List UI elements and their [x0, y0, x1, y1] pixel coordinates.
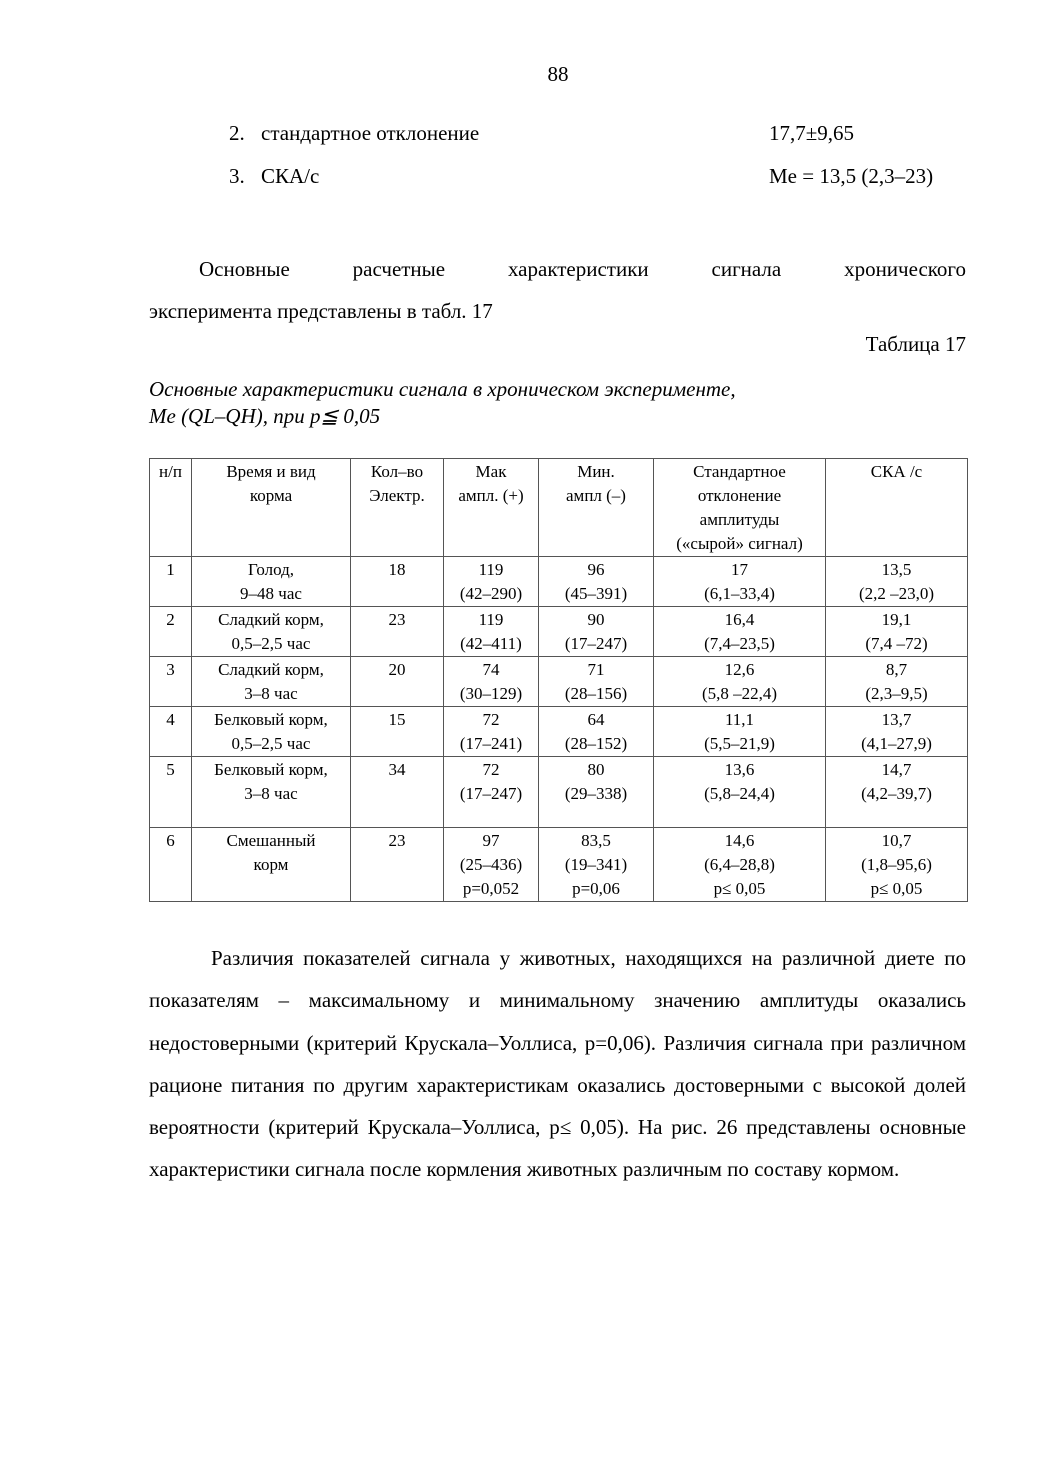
cell-text: p≤ 0,05 [870, 879, 923, 898]
list-item [229, 121, 855, 146]
cell-text: 1 [166, 560, 175, 579]
cell-electrode-count [351, 757, 444, 828]
cell-text: 96 [587, 560, 605, 579]
cell-text: p=0,06 [572, 879, 620, 898]
cell-text: 72 [482, 760, 500, 779]
cell-text: 14,7 [881, 760, 912, 779]
table-header-row [150, 459, 968, 557]
cell-std-deviation [654, 828, 826, 902]
header-number [150, 459, 192, 557]
body-paragraph: Различия показателей сигнала у животных, находящихся на различной диете по показателям – максимальному и минимальному значению амплитуды оказались недостоверными (критерий Крускала–Уоллиса, p=0,06). Различия сигнала при различном рационе питания по другим характеристикам оказались достоверными с высокой долей вероятности (критерий Крускала–Уоллиса, p≤ 0,05). На рис. 26 представлены основные характеристики сигнала после кормления животных различным по составу кормом. [149, 946, 966, 1182]
list-item-number: 2. [229, 121, 245, 145]
caption-line-2: Me (QL–QH), при p≦ 0,05 [149, 404, 381, 428]
caption-line-1: Основные характеристики сигнала в хроническом эксперименте, [149, 377, 736, 401]
cell-text: Смешанный [226, 831, 316, 850]
cell-text: (7,4–23,5) [704, 634, 775, 653]
cell-max-amplitude [444, 607, 539, 657]
cell-text: 18 [388, 560, 406, 579]
cell-text: 13,5 [881, 560, 912, 579]
cell-electrode-count [351, 557, 444, 607]
cell-max-amplitude [444, 707, 539, 757]
cell-ska [826, 828, 968, 902]
cell-text: 4 [166, 710, 175, 729]
list-item-value: Me = 13,5 (2,3–23) [769, 164, 934, 188]
cell-text: (28–156) [564, 684, 628, 703]
cell-min-amplitude [539, 757, 654, 828]
cell-text: 11,1 [724, 710, 755, 729]
cell-electrode-count [351, 828, 444, 902]
data-table [149, 458, 968, 902]
cell-text: 15 [388, 710, 406, 729]
list-item-label: стандартное отклонение [261, 121, 480, 145]
cell-text: (17–241) [459, 734, 523, 753]
header-ska [826, 459, 968, 557]
cell-text: (4,1–27,9) [861, 734, 932, 753]
cell-min-amplitude [539, 707, 654, 757]
cell-text: (2,2 –23,0) [858, 584, 935, 603]
cell-text: 71 [587, 660, 605, 679]
cell-text: 6 [166, 831, 175, 850]
cell-electrode-count [351, 707, 444, 757]
cell-text: 23 [388, 831, 406, 850]
cell-text: 13,7 [881, 710, 912, 729]
header-text: отклонение [697, 486, 782, 505]
cell-number [150, 828, 192, 902]
table-row [150, 828, 968, 902]
table-row [150, 757, 968, 828]
cell-text: (30–129) [459, 684, 523, 703]
header-text: СКА /с [870, 462, 923, 481]
list-item-number: 3. [229, 164, 245, 188]
cell-text: (42–290) [459, 584, 523, 603]
cell-text: 119 [478, 560, 504, 579]
cell-min-amplitude [539, 607, 654, 657]
cell-text: 13,6 [724, 760, 755, 779]
list-item-label: СКА/с [261, 164, 320, 188]
header-text: амплитуды [699, 510, 780, 529]
cell-text: (2,3–9,5) [865, 684, 928, 703]
cell-text: 20 [388, 660, 406, 679]
header-text: ампл. (+) [458, 486, 524, 505]
cell-time-and-feed [192, 557, 351, 607]
cell-text: 9–48 час [240, 584, 302, 603]
cell-text: Сладкий корм, [218, 660, 324, 679]
cell-max-amplitude [444, 828, 539, 902]
cell-number [150, 707, 192, 757]
cell-std-deviation [654, 757, 826, 828]
cell-text: 10,7 [881, 831, 912, 850]
cell-max-amplitude [444, 757, 539, 828]
cell-text: 83,5 [581, 831, 611, 850]
header-max-amplitude [444, 459, 539, 557]
table-row [150, 557, 968, 607]
cell-text: Белковый корм, [214, 710, 328, 729]
cell-ska [826, 607, 968, 657]
header-std-deviation [654, 459, 826, 557]
cell-text: 14,6 [724, 831, 755, 850]
header-text: Электр. [369, 486, 425, 505]
cell-text: 2 [166, 610, 175, 629]
cell-time-and-feed [192, 828, 351, 902]
cell-text: Голод, [247, 560, 294, 579]
header-text: корма [249, 486, 293, 505]
intro-line-2: эксперимента представлены в табл. 17 [149, 299, 493, 323]
cell-text: Белковый корм, [214, 760, 328, 779]
table-label: Таблица 17 [865, 332, 966, 356]
cell-text: (7,4 –72) [865, 634, 928, 653]
table-row [150, 607, 968, 657]
cell-text: 0,5–2,5 час [231, 634, 311, 653]
list-item-value: 17,7±9,65 [769, 121, 855, 145]
cell-text: 3–8 час [244, 684, 298, 703]
cell-text: (19–341) [564, 855, 628, 874]
cell-min-amplitude [539, 828, 654, 902]
cell-std-deviation [654, 707, 826, 757]
header-text: н/п [159, 462, 182, 481]
cell-text: p≤ 0,05 [713, 879, 766, 898]
cell-ska [826, 557, 968, 607]
list-item [229, 164, 934, 189]
cell-electrode-count [351, 657, 444, 707]
cell-text: 16,4 [724, 610, 755, 629]
cell-max-amplitude [444, 657, 539, 707]
cell-max-amplitude [444, 557, 539, 607]
cell-text: (28–152) [564, 734, 628, 753]
cell-number [150, 607, 192, 657]
cell-std-deviation [654, 557, 826, 607]
cell-text: (17–247) [564, 634, 628, 653]
cell-text: 80 [587, 760, 605, 779]
cell-text: (29–338) [564, 784, 628, 803]
cell-time-and-feed [192, 607, 351, 657]
header-min-amplitude [539, 459, 654, 557]
cell-text: 5 [166, 760, 175, 779]
cell-text: (5,5–21,9) [704, 734, 775, 753]
cell-time-and-feed [192, 657, 351, 707]
cell-min-amplitude [539, 557, 654, 607]
cell-ska [826, 757, 968, 828]
cell-text: (6,4–28,8) [704, 855, 775, 874]
cell-text: 3–8 час [244, 784, 298, 803]
cell-text: (5,8 –22,4) [701, 684, 778, 703]
header-text: Мин. [577, 462, 615, 481]
cell-text: 23 [388, 610, 406, 629]
table-caption [149, 376, 736, 430]
cell-text: Сладкий корм, [218, 610, 324, 629]
cell-text: 72 [482, 710, 500, 729]
cell-text: 3 [166, 660, 175, 679]
cell-text: 64 [587, 710, 605, 729]
cell-text: (5,8–24,4) [704, 784, 775, 803]
header-text: Кол–во [370, 462, 424, 481]
cell-text: 12,6 [724, 660, 755, 679]
cell-text: 119 [478, 610, 504, 629]
cell-ska [826, 707, 968, 757]
cell-text: p=0,052 [462, 879, 520, 898]
table-row [150, 707, 968, 757]
cell-text: (42–411) [460, 634, 522, 653]
cell-std-deviation [654, 607, 826, 657]
cell-electrode-count [351, 607, 444, 657]
header-text: ампл (–) [566, 486, 626, 505]
cell-ska [826, 657, 968, 707]
intro-line-1: Основные расчетные характеристики сигнала хронического [199, 257, 966, 281]
cell-number [150, 657, 192, 707]
cell-text: 34 [388, 760, 406, 779]
cell-time-and-feed [192, 757, 351, 828]
cell-text: 8,7 [885, 660, 908, 679]
cell-text: 0,5–2,5 час [231, 734, 311, 753]
header-time-and-feed [192, 459, 351, 557]
cell-text: (17–247) [459, 784, 523, 803]
header-text: («сырой» сигнал) [676, 534, 803, 553]
header-text: Стандартное [693, 462, 786, 481]
cell-text: 97 [482, 831, 500, 850]
header-text: Мак [475, 462, 507, 481]
cell-std-deviation [654, 657, 826, 707]
cell-text: (6,1–33,4) [704, 584, 775, 603]
cell-text: 19,1 [881, 610, 912, 629]
header-electrode-count [351, 459, 444, 557]
cell-text: 74 [482, 660, 500, 679]
intro-paragraph [149, 248, 966, 332]
cell-text: 90 [587, 610, 605, 629]
cell-number [150, 757, 192, 828]
cell-text: корм [253, 855, 289, 874]
table-row [150, 657, 968, 707]
header-text: Время и вид [226, 462, 316, 481]
cell-text: (45–391) [564, 584, 628, 603]
cell-text: 17 [731, 560, 748, 579]
cell-text: (25–436) [459, 855, 523, 874]
cell-number [150, 557, 192, 607]
cell-text: (1,8–95,6) [861, 855, 932, 874]
cell-text: (4,2–39,7) [861, 784, 932, 803]
cell-time-and-feed [192, 707, 351, 757]
page-number: 88 [547, 62, 569, 86]
cell-min-amplitude [539, 657, 654, 707]
